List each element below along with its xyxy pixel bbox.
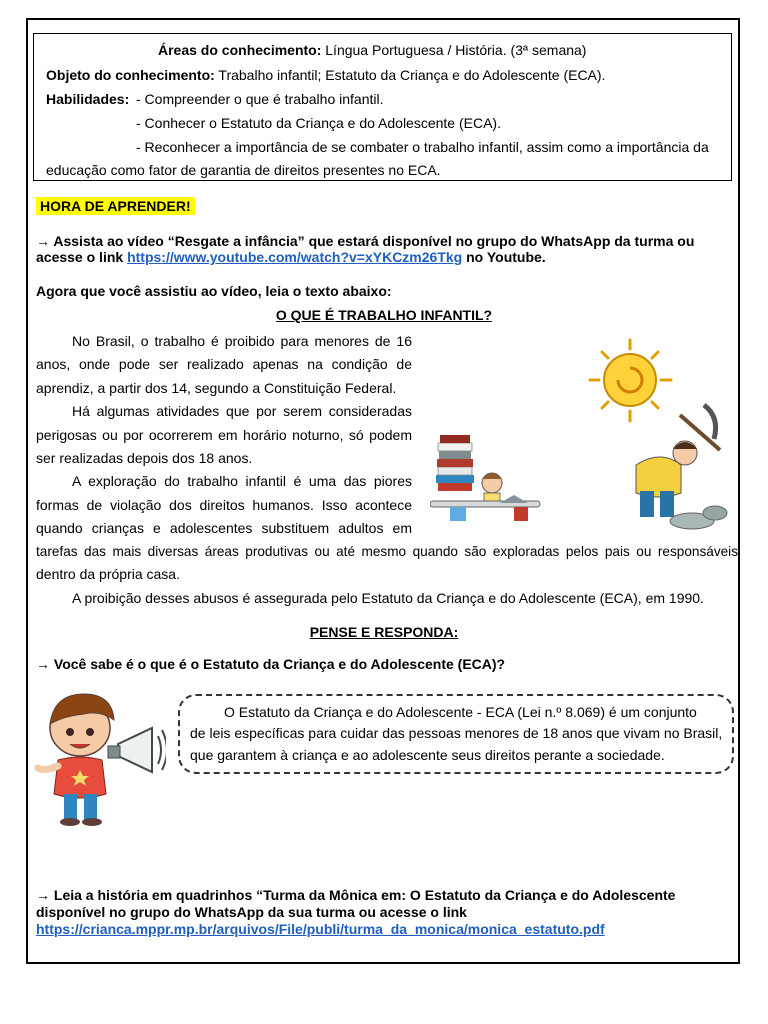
info-box (33, 33, 732, 181)
worker-pickaxe-icon (636, 405, 727, 529)
p2-line-3: ser realizadas depois dos 18 anos. (36, 450, 253, 467)
megaphone-icon (108, 728, 166, 772)
question-text: → Você sabe é o que é o Estatuto da Criança e do Adolescente (ECA)? (36, 656, 506, 672)
paragraph-1 (36, 330, 412, 541)
comic-line-1: → Leia a história em quadrinhos “Turma da Mônica em: O Estatuto da Criança e do Adolescente (36, 887, 676, 903)
objeto-value: Trabalho infantil; Estatuto da Criança e do Adolescente (ECA). (214, 67, 606, 83)
boy-megaphone-illustration (34, 688, 166, 828)
pense-title: PENSE E RESPONDA: (309, 624, 459, 640)
boy-icon (38, 694, 114, 826)
agora-text: Agora que você assistiu ao vídeo, leia o texto abaixo: (36, 283, 392, 299)
clothes-pile-icon (436, 435, 474, 491)
p3-line-5: dentro da própria casa. (36, 566, 180, 583)
habilidade-3-cont: educação como fator de garantia de direitos presentes no ECA. (46, 162, 441, 178)
p3-line-2: formas de violação dos direitos humanos. Isso acontece (36, 496, 412, 513)
objeto-label: Objeto do conhecimento: (46, 67, 215, 83)
paragraph-4: A proibição desses abusos é assegurada pelo Estatuto da Criança e do Adolescente (ECA), em 1990. (72, 589, 704, 606)
habilidade-2: - Conhecer o Estatuto da Criança e do Adolescente (ECA). (136, 115, 501, 131)
video-line-2-post: no Youtube. (462, 249, 546, 265)
areas-label: Áreas do conhecimento: (158, 42, 322, 58)
paragraph-3-cont (36, 540, 738, 610)
habilidades-label: Habilidades: (46, 91, 130, 107)
p3-line-3: quando crianças e adolescentes substituem adultos em (36, 520, 412, 537)
p2-line-1: Há algumas atividades que por serem consideradas (72, 403, 412, 420)
youtube-link[interactable]: https://www.youtube.com/watch?v=xYKCzm26Tkg (127, 249, 463, 265)
p2-line-2: perigosas ou por ocorrerem em horário noturno, só podem (36, 426, 412, 443)
p3-line-1: A exploração do trabalho infantil é uma das piores (72, 473, 412, 490)
answer-line-1: O Estatuto da Criança e do Adolescente - ECA (Lei n.º 8.069) é um conjunto (224, 704, 697, 720)
habilidade-3: - Reconhecer a importância de se combater o trabalho infantil, assim como a importância da (136, 139, 709, 155)
habilidade-1: - Compreender o que é trabalho infantil. (136, 91, 384, 107)
p1-line-3: aprendiz, a partir dos 14, segundo a Constituição Federal. (36, 379, 397, 396)
objeto-line (46, 67, 605, 83)
section-title: O QUE É TRABALHO INFANTIL? (275, 307, 493, 323)
p3-line-4: tarefas das mais diversas áreas produtivas ou até mesmo quando são exploradas pelos pais ou responsáveis (36, 544, 738, 559)
p1-line-2: anos, onde pode ser realizado apenas na condição de (36, 356, 412, 373)
areas-value: Língua Portuguesa / História. (3ª semana) (321, 42, 587, 58)
sun-icon (590, 340, 671, 421)
comic-line-2: disponível no grupo do WhatsApp da sua turma ou acesse o link (36, 904, 467, 920)
hora-aprender-badge (36, 198, 195, 215)
video-line-1: → Assista ao vídeo “Resgate a infância” que estará disponível no grupo do WhatsApp da turma ou (36, 233, 695, 249)
video-line-2-pre: acesse o link (36, 249, 128, 265)
child-labor-illustration (430, 335, 730, 535)
p1-line-1: No Brasil, o trabalho é proibido para menores de 16 (72, 333, 412, 349)
habilidades-label-line (46, 91, 129, 107)
comic-link-line (36, 921, 605, 937)
hora-aprender-text: HORA DE APRENDER! (36, 197, 195, 215)
video-line-2 (36, 249, 546, 265)
comic-link[interactable]: https://crianca.mppr.mp.br/arquivos/File/publi/turma_da_monica/monica_estatuto.pdf (36, 921, 605, 937)
answer-line-3: que garantem à criança e ao adolescente seus direitos perante a sociedade. (190, 747, 665, 763)
areas-line (158, 42, 586, 58)
answer-line-2: de leis específicas para cuidar das pessoas menores de 18 anos que vivam no Brasil, (190, 725, 723, 741)
